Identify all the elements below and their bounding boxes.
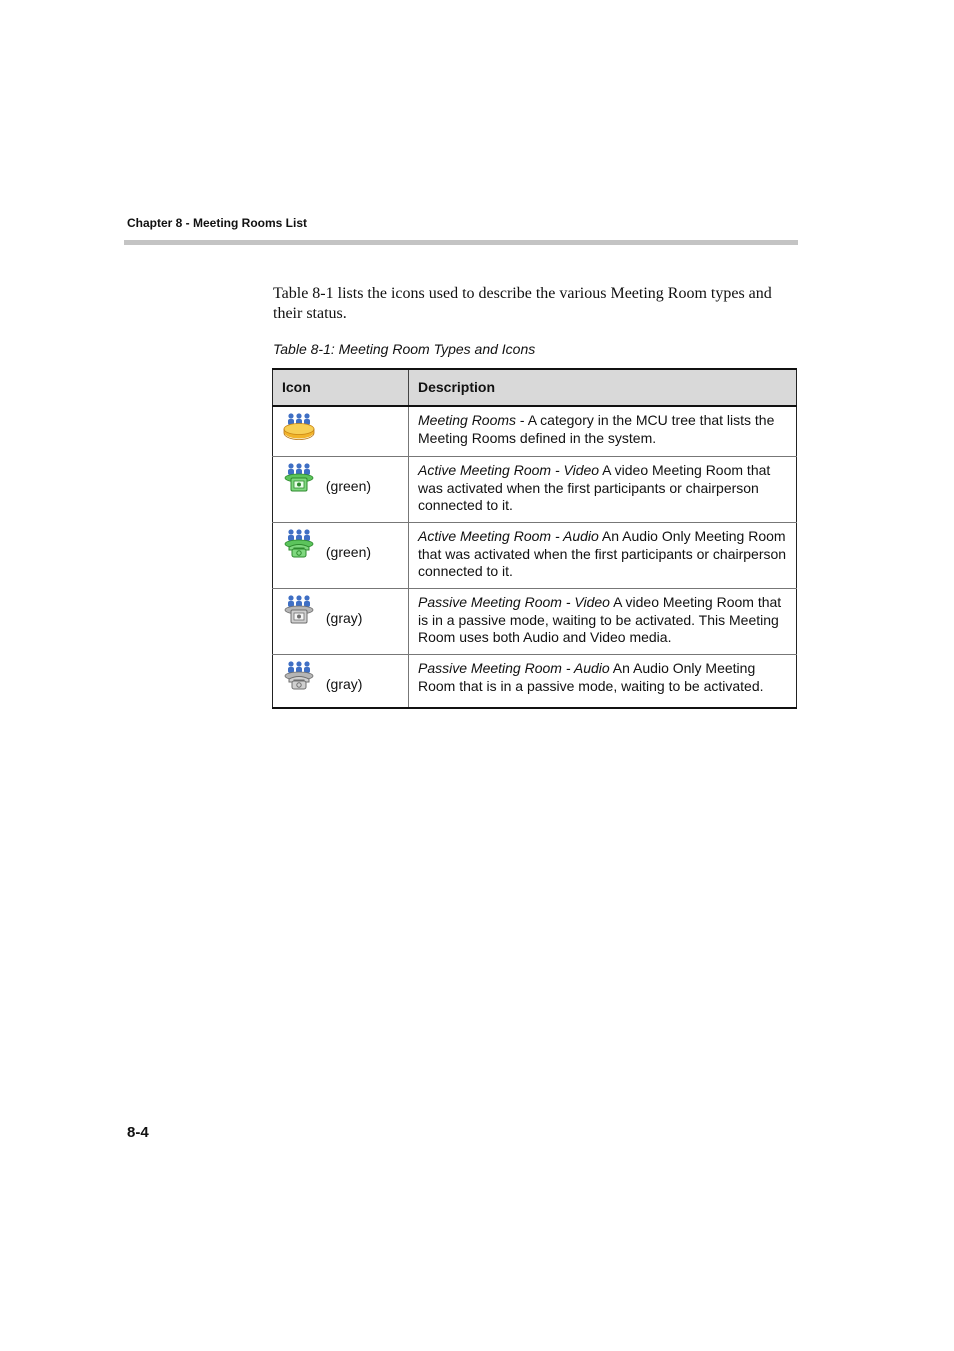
active-video-room-icon [282,462,316,499]
meeting-room-icons-table [272,368,797,709]
passive-audio-room-icon [282,660,316,697]
icon-state-label: (gray) [325,676,363,692]
description-cell [409,589,797,655]
column-header-description: Description [409,369,797,406]
description-cell [409,457,797,523]
description-cell [409,655,797,709]
header-rule [124,240,798,245]
table-header-row [273,369,797,406]
icon-state-label: (gray) [325,610,363,626]
room-type-description: A video Meeting Room that was activated when the first participants or chairperson connected to it. [418,462,771,513]
passive-video-room-icon [282,594,316,631]
room-type-term: Meeting Rooms [418,412,517,428]
icon-state-label: (green) [325,478,372,494]
icon-cell [273,457,409,523]
room-type-description: An Audio Only Meeting Room that is in a passive mode, waiting to be activated. [418,660,764,694]
table-caption: Table 8-1: Meeting Room Types and Icons [273,341,536,357]
room-type-description: A video Meeting Room that is in a passive mode, waiting to be activated. This Meeting Room uses both Audio and Video media. [418,594,782,645]
room-type-term: Passive Meeting Room - Video [418,594,610,610]
icon-state-label: (green) [325,544,372,560]
description-cell [409,406,797,457]
table-row [273,589,797,655]
table-row [273,406,797,457]
active-audio-room-icon [282,528,316,565]
column-header-icon: Icon [273,369,409,406]
icon-cell [273,655,409,709]
room-type-term: Passive Meeting Room - Audio [418,660,610,676]
table-row [273,655,797,709]
icon-cell [273,406,409,457]
room-type-description: - A category in the MCU tree that lists the Meeting Rooms defined in the system. [418,412,775,446]
meeting-rooms-icon [282,412,316,447]
icon-cell [273,523,409,589]
chapter-header: Chapter 8 - Meeting Rooms List [127,216,308,230]
room-type-description: An Audio Only Meeting Room that was activated when the first participants or chairperson connected to it. [418,528,787,579]
table-row [273,457,797,523]
table-row [273,523,797,589]
intro-paragraph: Table 8-1 lists the icons used to describe the various Meeting Room types and their status. [273,285,772,322]
page-number: 8-4 [127,1124,149,1141]
description-cell [409,523,797,589]
room-type-term: Active Meeting Room - Audio [418,528,599,544]
room-type-term: Active Meeting Room - Video [418,462,600,478]
icon-cell [273,589,409,655]
